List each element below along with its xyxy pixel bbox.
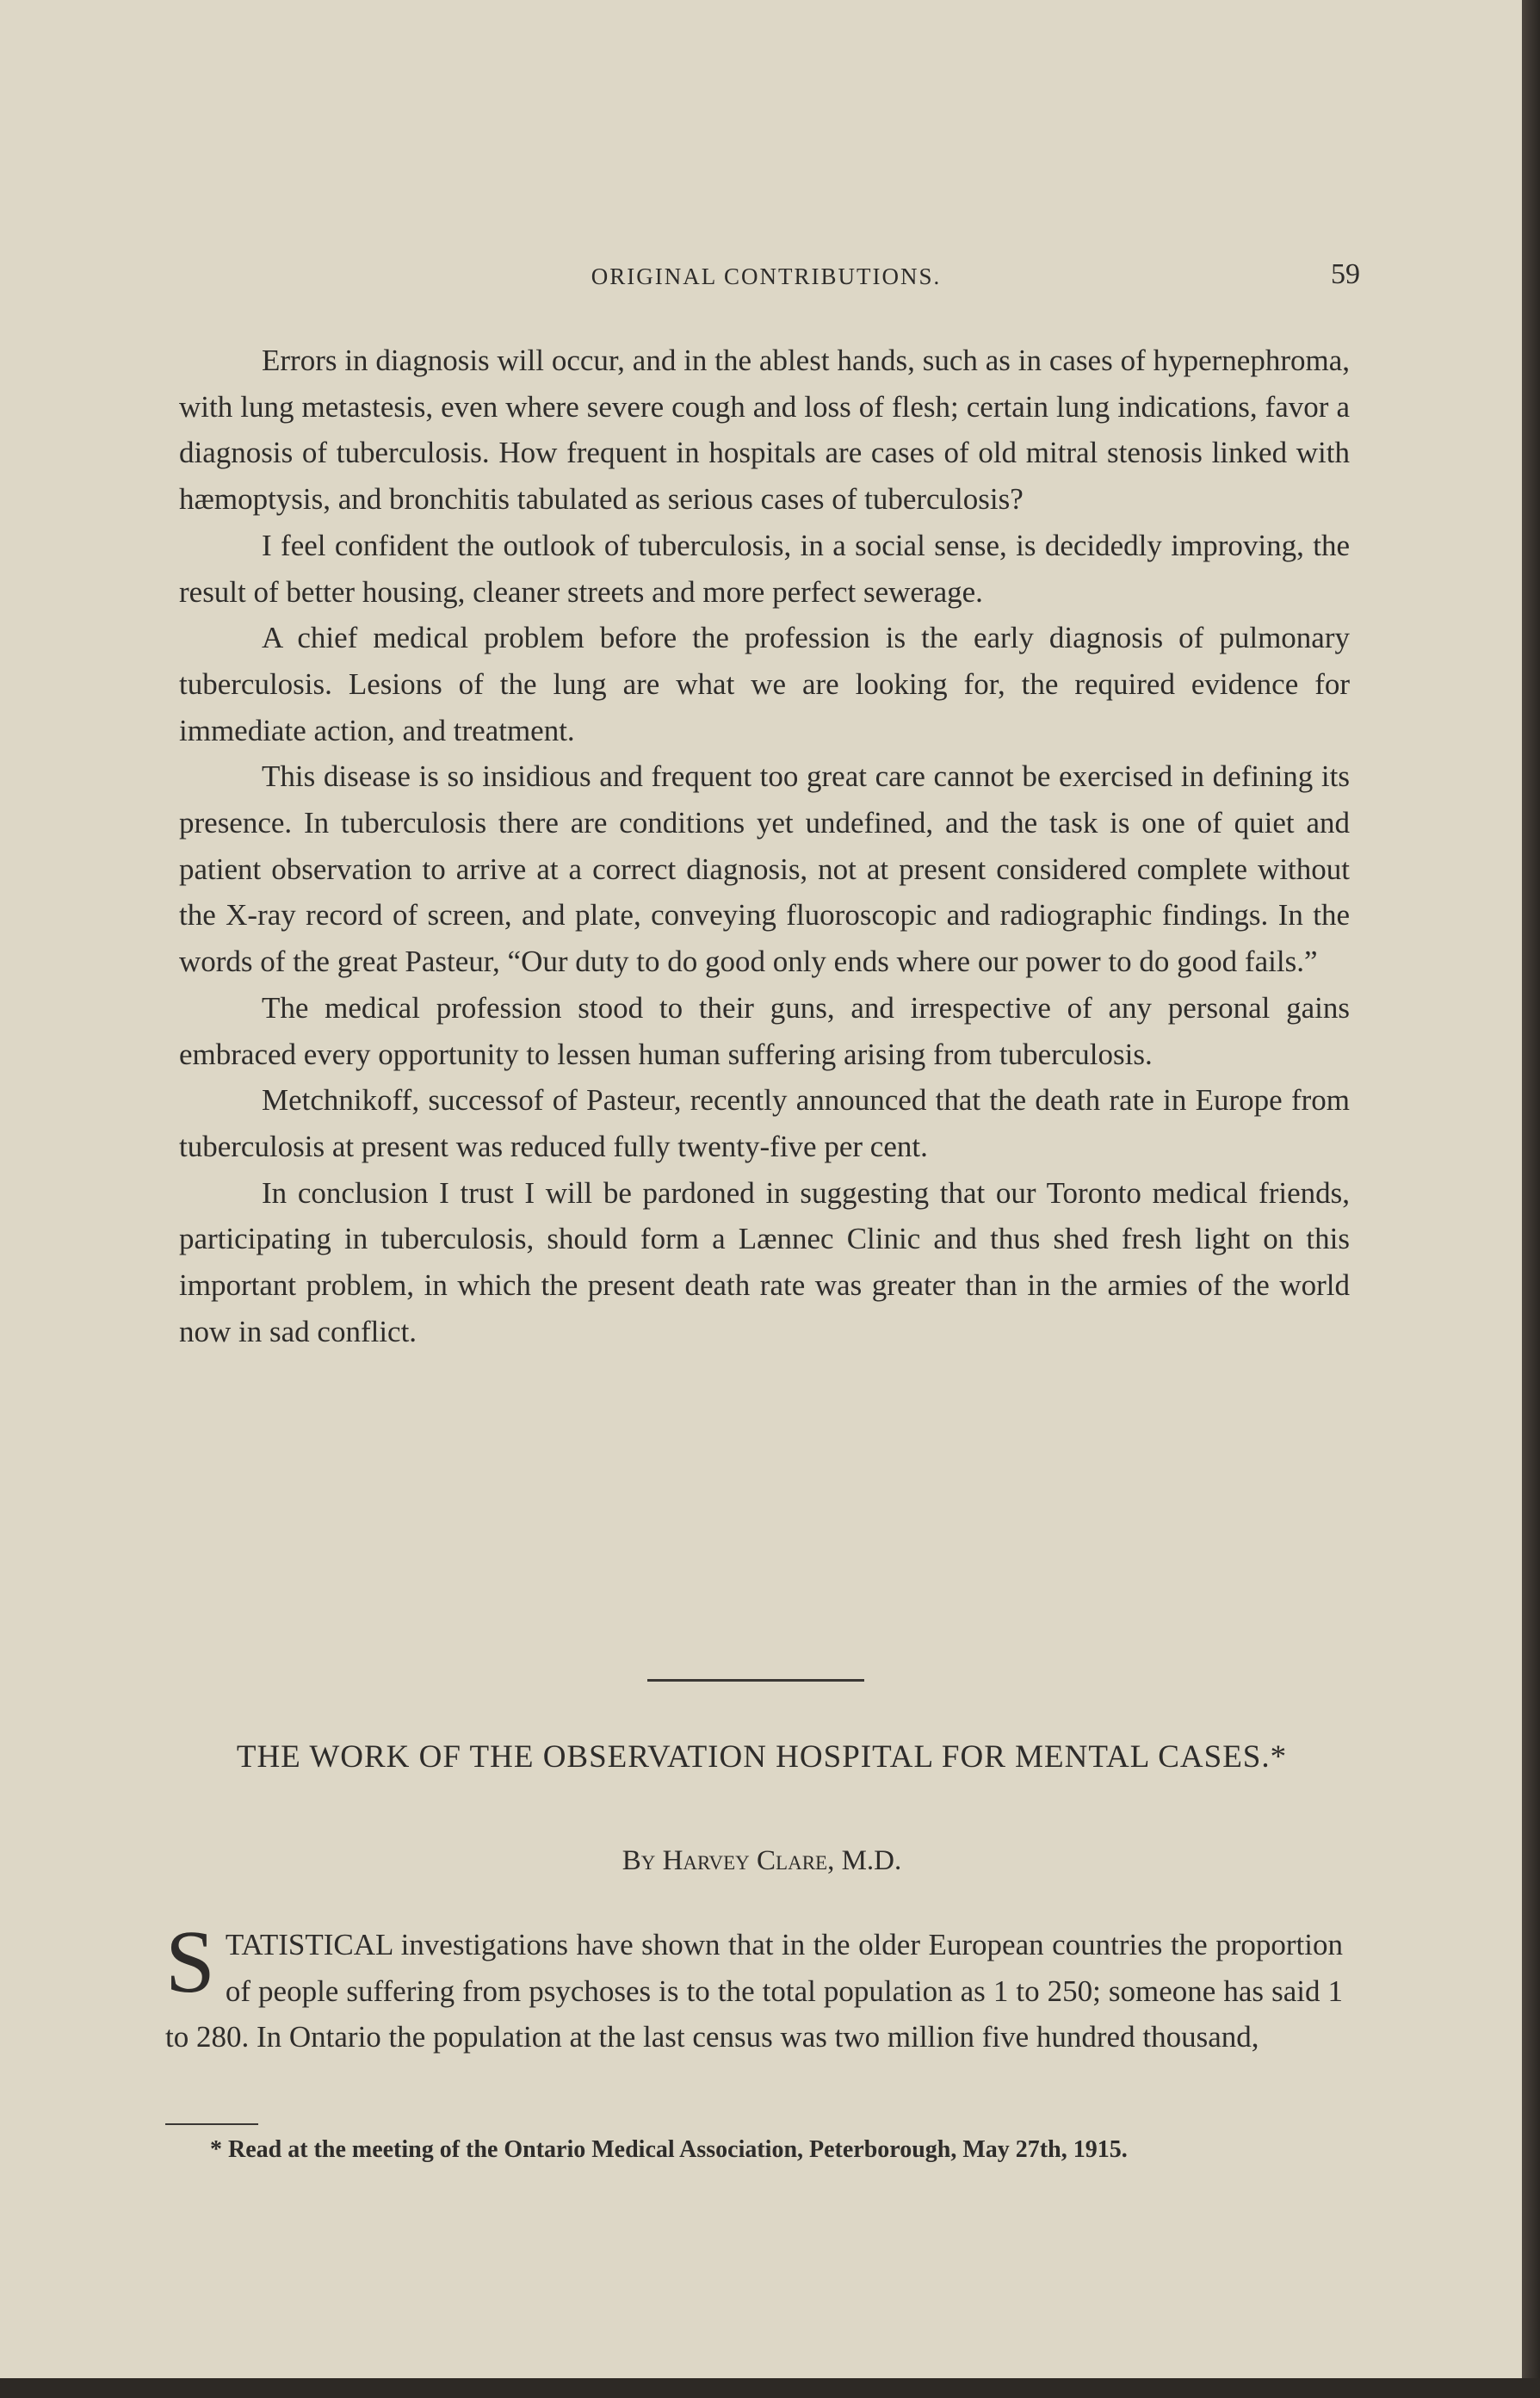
paragraph-errors-in-diagnosis: Errors in diagnosis will occur, and in the ablest hands, such as in cases of hypernephroma, with lung metastesis, even where severe cough and loss of flesh; certain lung indications, favor a diagnosis of tuberculosis. How frequent in hospitals are cases of old mitral stenosis linked with hæmoptysis, and bronchitis tabulated as serious cases of tuberculosis? [179,344,1350,517]
paragraph-insidious-disease: This disease is so insidious and frequent too great care cannot be exercised in defining its presence. In tuberculosis there are conditions yet undefined, and the task is one of quiet and patient observation to arrive at a correct diagnosis, not at present considered complete without the X-ray record of screen, and plate, conveying fluoroscopic and radiographic findings. In the words of the great Pasteur, “Our duty to do good only ends where our power to do good fails.” [179,759,1350,979]
page-number: 59 [1331,258,1360,290]
footnote-rule [165,2123,258,2125]
paragraph-outlook: I feel confident the outlook of tuberculosis, in a social sense, is decidedly improving, the result of better housing, cleaner streets and more perfect sewerage. [179,528,1350,609]
footnote-text: * Read at the meeting of the Ontario Medical Association, Peterborough, May 27th, 1915. [210,2136,1128,2163]
article-continuation [179,338,1350,1354]
page-bottom-edge [0,2378,1540,2398]
drop-cap: S [165,1912,215,2011]
article-title: THE WORK OF THE OBSERVATION HOSPITAL FOR MENTAL CASES.* [236,1739,1288,1775]
article-byline: By Harvey Clare, M.D. [622,1845,902,1876]
paragraph-chief-problem: A chief medical problem before the profession is the early diagnosis of pulmonary tuberculosis. Lesions of the lung are what we are looking for, the required evidence for immediate action, and treatment. [179,621,1350,747]
paragraph-conclusion: In conclusion I trust I will be pardoned in suggesting that our Toronto medical friends, participating in tuberculosis, should form a Lænnec Clinic and thus shed fresh light on this important problem, in which the present death rate was greater than in the armies of the world now in sad conflict. [179,1175,1350,1348]
paragraph-medical-profession: The medical profession stood to their guns, and irrespective of any personal gains embraced every opportunity to lessen human suffering arising from tuberculosis. [179,990,1350,1071]
paragraph-metchnikoff: Metchnikoff, successof of Pasteur, recently announced that the death rate in Europe from tuberculosis at present was reduced fully twenty-five per cent. [179,1083,1350,1163]
footnote [165,2135,1340,2165]
page-header [172,258,1360,301]
section-divider [647,1679,864,1682]
opening-paragraph [165,1912,1343,2060]
opening-text: TATISTICAL investigations have shown that in the older European countries the proportion of people suffering from psychoses is to the total population as 1 to 250; someone has said 1 to 280. In Ontario the population at the last census was two million five hundred thousand, [165,1928,1343,2054]
article-opening [165,1912,1343,2060]
running-head: ORIGINAL CONTRIBUTIONS. [591,263,942,289]
page-edge-shadow [1522,0,1540,2398]
